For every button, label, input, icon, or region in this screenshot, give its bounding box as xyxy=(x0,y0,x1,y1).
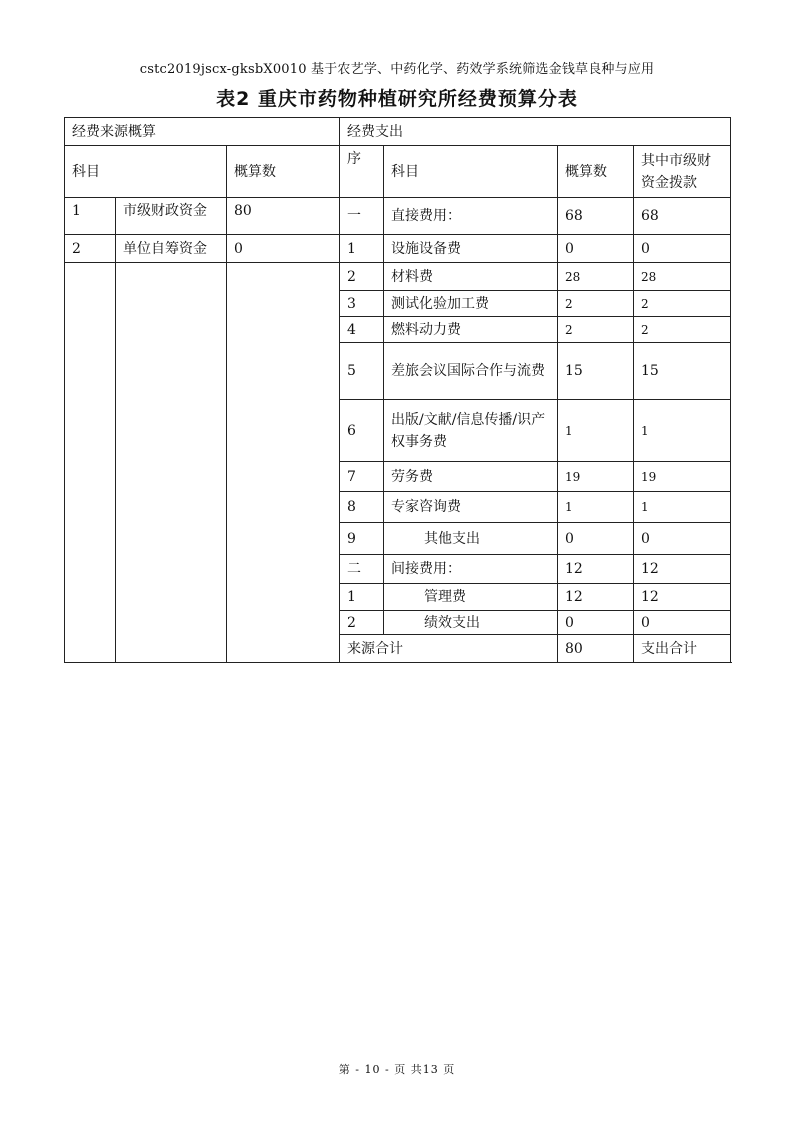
expense-amount: 28 xyxy=(558,263,634,291)
table-row xyxy=(65,263,731,291)
expense-city: 2 xyxy=(634,317,731,343)
expense-city: 0 xyxy=(634,235,731,263)
table-row xyxy=(65,198,731,235)
page-footer: 第 - 10 - 页 共13 页 xyxy=(338,1063,456,1076)
expense-seq: 4 xyxy=(340,317,384,343)
source-total-label: 来源合计 xyxy=(340,635,558,663)
expense-seq: 8 xyxy=(340,492,384,523)
expense-amount: 0 xyxy=(558,523,634,555)
section-heading-row xyxy=(65,118,731,146)
expense-amount: 0 xyxy=(558,611,634,635)
expense-amount: 12 xyxy=(558,584,634,611)
source-empty-cell xyxy=(227,263,340,663)
source-heading: 经费来源概算 xyxy=(65,118,340,146)
expense-seq: 7 xyxy=(340,462,384,492)
expense-amount: 0 xyxy=(558,235,634,263)
budget-table xyxy=(64,117,731,663)
expense-seq: 一 xyxy=(340,198,384,235)
expense-city: 2 xyxy=(634,291,731,317)
source-name: 市级财政资金 xyxy=(116,198,227,235)
source-no: 1 xyxy=(65,198,116,235)
expense-seq: 二 xyxy=(340,555,384,584)
expense-seq: 3 xyxy=(340,291,384,317)
expense-seq: 2 xyxy=(340,263,384,291)
expense-amount: 15 xyxy=(558,343,634,400)
expense-name: 其他支出 xyxy=(384,523,558,555)
expense-name: 出版/文献/信息传播/识产权事务费 xyxy=(384,400,558,462)
source-col-amount: 概算数 xyxy=(227,146,340,198)
expense-seq: 1 xyxy=(340,235,384,263)
expense-city: 28 xyxy=(634,263,731,291)
expense-city: 19 xyxy=(634,462,731,492)
expense-name: 直接费用： xyxy=(384,198,558,235)
table-title: 表2 重庆市药物种植研究所经费预算分表 xyxy=(216,88,578,110)
expense-city: 68 xyxy=(634,198,731,235)
source-amount: 0 xyxy=(227,235,340,263)
expense-seq: 5 xyxy=(340,343,384,400)
expense-seq: 9 xyxy=(340,523,384,555)
expense-total-label: 支出合计 xyxy=(634,635,731,663)
expense-amount: 2 xyxy=(558,291,634,317)
expense-name: 测试化验加工费 xyxy=(384,291,558,317)
source-total-amount: 80 xyxy=(558,635,634,663)
table-row xyxy=(65,235,731,263)
expense-amount: 1 xyxy=(558,400,634,462)
expense-col-subject: 科目 xyxy=(384,146,558,198)
expense-col-seq: 序 xyxy=(340,146,384,198)
expense-seq: 2 xyxy=(340,611,384,635)
expense-name: 材料费 xyxy=(384,263,558,291)
expense-name: 管理费 xyxy=(384,584,558,611)
column-header-row xyxy=(65,146,731,198)
document-header: cstc2019jscx-gksbX0010 基于农艺学、中药化学、药效学系统筛选金钱草良种与应用 xyxy=(139,62,655,77)
source-empty-cell xyxy=(65,263,116,663)
expense-name: 绩效支出 xyxy=(384,611,558,635)
source-empty-cell xyxy=(116,263,227,663)
expense-city: 0 xyxy=(634,523,731,555)
expense-city: 1 xyxy=(634,492,731,523)
expense-amount: 68 xyxy=(558,198,634,235)
expense-col-amount: 概算数 xyxy=(558,146,634,198)
expense-name: 间接费用： xyxy=(384,555,558,584)
expense-seq: 1 xyxy=(340,584,384,611)
expense-name: 差旅会议国际合作与流费 xyxy=(384,343,558,400)
expense-city: 0 xyxy=(634,611,731,635)
source-name: 单位自筹资金 xyxy=(116,235,227,263)
expense-name: 劳务费 xyxy=(384,462,558,492)
expense-name: 专家咨询费 xyxy=(384,492,558,523)
expense-name: 燃料动力费 xyxy=(384,317,558,343)
expense-name: 设施设备费 xyxy=(384,235,558,263)
source-col-subject: 科目 xyxy=(65,146,227,198)
expense-amount: 12 xyxy=(558,555,634,584)
source-no: 2 xyxy=(65,235,116,263)
expense-heading: 经费支出 xyxy=(340,118,731,146)
expense-city: 12 xyxy=(634,584,731,611)
expense-city: 1 xyxy=(634,400,731,462)
expense-seq: 6 xyxy=(340,400,384,462)
expense-amount: 1 xyxy=(558,492,634,523)
expense-col-city-funds: 其中市级财资金拨款 xyxy=(634,146,731,198)
expense-amount: 19 xyxy=(558,462,634,492)
source-amount: 80 xyxy=(227,198,340,235)
expense-amount: 2 xyxy=(558,317,634,343)
expense-city: 15 xyxy=(634,343,731,400)
expense-city: 12 xyxy=(634,555,731,584)
